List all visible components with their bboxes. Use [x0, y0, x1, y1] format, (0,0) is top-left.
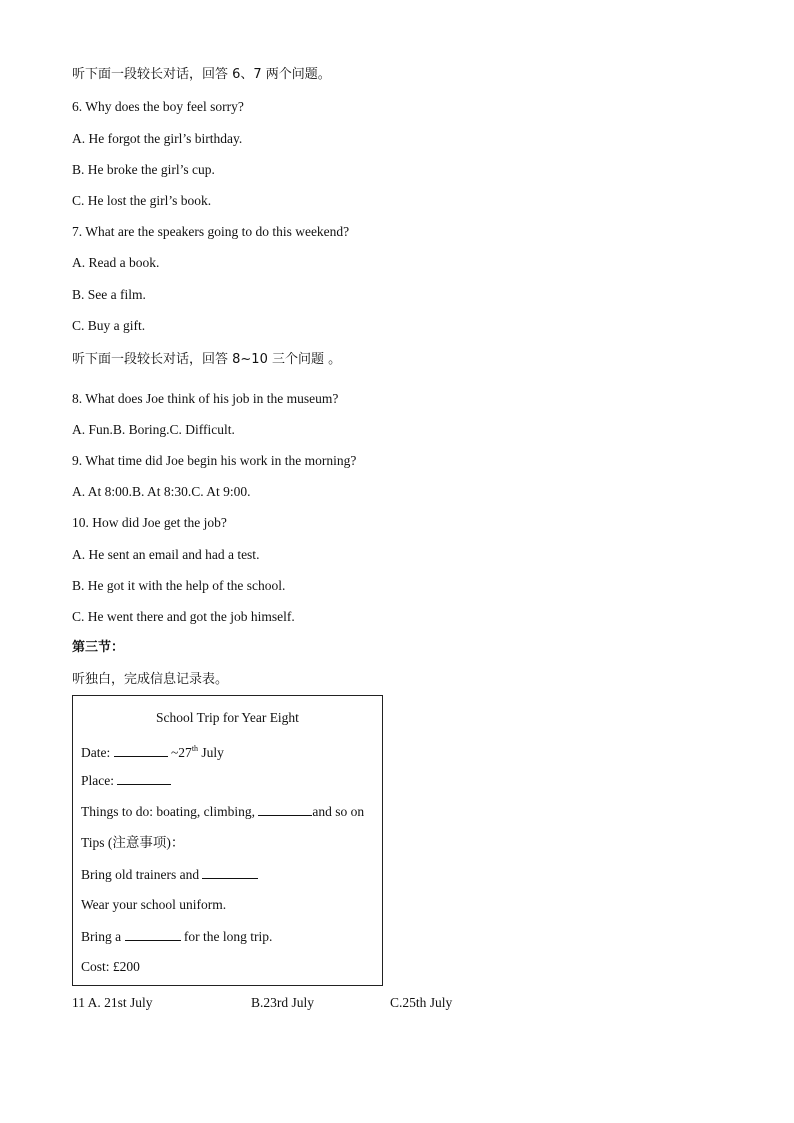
place-label: Place: [81, 773, 114, 788]
things-after: and so on [312, 804, 365, 819]
place-row [81, 771, 171, 790]
date-row [81, 740, 224, 762]
place-blank[interactable] [117, 771, 171, 785]
q7-option-c: C. Buy a gift. [72, 318, 146, 333]
things-label: Things to do: boating, climbing, [81, 804, 255, 819]
q10-option-a: A. He sent an email and had a test. [72, 547, 260, 562]
date-blank[interactable] [114, 743, 168, 757]
date-sup: th [191, 744, 199, 753]
table-title: School Trip for Year Eight [156, 710, 299, 725]
tip3-row [81, 927, 272, 946]
section-instruction-6-7: 听下面一段较长对话，回答 6、7 两个问题。 [72, 67, 331, 82]
question-9: 9. What time did Joe begin his work in the morning? [72, 453, 357, 468]
q6-option-c: C. He lost the girl’s book. [72, 193, 212, 208]
question-8: 8. What does Joe think of his job in the museum? [72, 391, 339, 406]
date-end: ~27 [171, 745, 192, 760]
info-record-table [72, 695, 383, 986]
q10-option-b: B. He got it with the help of the school. [72, 578, 286, 593]
tip3-before: Bring a [81, 929, 122, 944]
question-6: 6. Why does the boy feel sorry? [72, 99, 244, 114]
tips-label: Tips (注意事项)： [81, 835, 185, 850]
tip3-after: for the long trip. [183, 929, 273, 944]
things-blank[interactable] [258, 802, 312, 816]
q6-option-a: A. He forgot the girl’s birthday. [72, 131, 243, 146]
tip1-blank[interactable] [202, 865, 258, 879]
q9-options: A. At 8:00.B. At 8:30.C. At 9:00. [72, 484, 251, 499]
tip1-label: Bring old trainers and [81, 867, 200, 882]
question-7: 7. What are the speakers going to do this weekend? [72, 224, 350, 239]
q11-option-b: B.23rd July [251, 995, 315, 1010]
q11-option-c: C.25th July [390, 995, 453, 1010]
q7-option-b: B. See a film. [72, 287, 146, 302]
q11-option-a: 11 A. 21st July [72, 995, 153, 1010]
tips-row [81, 834, 184, 852]
q6-option-b: B. He broke the girl’s cup. [72, 162, 215, 177]
section-instruction-8-10: 听下面一段较长对话，回答 8~10 三个问题 。 [72, 352, 342, 367]
cost-row: Cost: £200 [81, 959, 140, 974]
date-label: Date: [81, 745, 111, 760]
tip1-row [81, 865, 258, 884]
question-10: 10. How did Joe get the job? [72, 515, 227, 530]
section-three-heading: 第三节： [72, 640, 125, 655]
q10-option-c: C. He went there and got the job himself. [72, 609, 295, 624]
tip3-blank[interactable] [125, 927, 181, 941]
things-row [81, 802, 364, 821]
section-three-instruction: 听独白，完成信息记录表。 [72, 672, 229, 687]
tip2-row: Wear your school uniform. [81, 897, 227, 912]
date-month: July [198, 745, 224, 760]
q7-option-a: A. Read a book. [72, 255, 160, 270]
q8-options: A. Fun.B. Boring.C. Difficult. [72, 422, 235, 437]
